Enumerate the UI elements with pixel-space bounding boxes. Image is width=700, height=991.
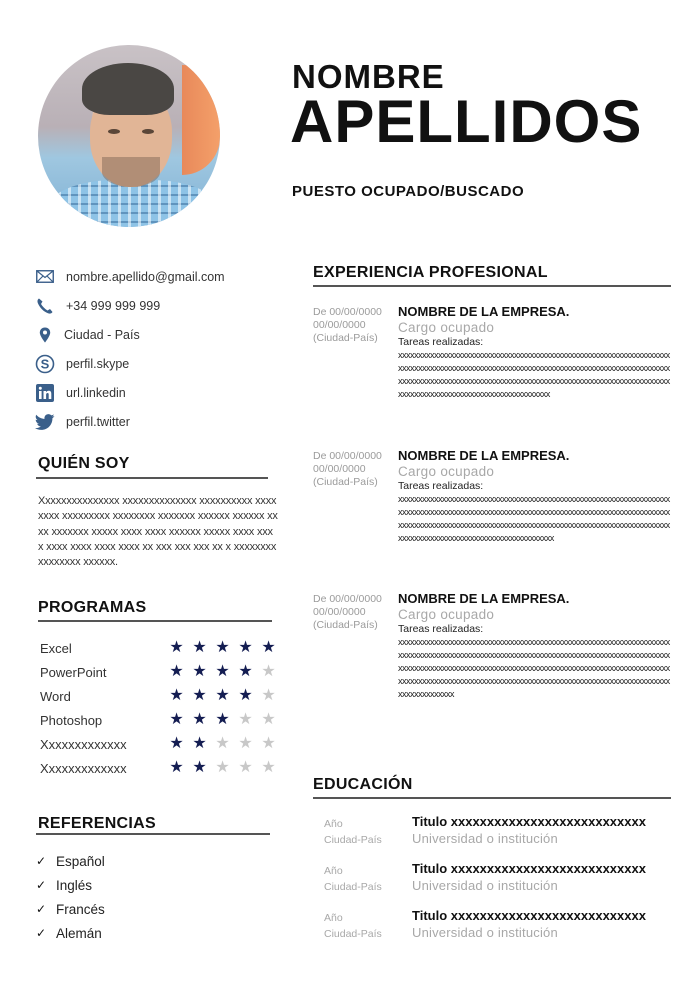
checkmark-icon: ✓ xyxy=(36,926,47,940)
star-filled-icon: ★ xyxy=(261,639,276,656)
star-filled-icon: ★ xyxy=(215,663,230,680)
star-empty-icon: ★ xyxy=(261,663,276,680)
photo-beard xyxy=(102,157,160,187)
photo-eye xyxy=(108,129,120,134)
star-filled-icon: ★ xyxy=(238,639,253,656)
rating-stars xyxy=(168,736,277,752)
date-to: 00/00/0000 xyxy=(313,606,366,618)
star-filled-icon: ★ xyxy=(192,735,207,752)
program-name: Xxxxxxxxxxxxx xyxy=(40,760,127,776)
star-empty-icon: ★ xyxy=(215,735,230,752)
company-name: NOMBRE DE LA EMPRESA. xyxy=(398,448,570,463)
experience-dates xyxy=(313,450,393,489)
star-filled-icon: ★ xyxy=(169,735,184,752)
reference-item xyxy=(36,873,105,897)
checkmark-icon: ✓ xyxy=(36,854,47,868)
references-divider xyxy=(36,833,270,835)
program-row xyxy=(40,684,280,708)
date-from: De 00/00/0000 xyxy=(313,593,382,605)
star-empty-icon: ★ xyxy=(215,759,230,776)
job-role: Cargo ocupado xyxy=(398,464,495,479)
contact-skype[interactable] xyxy=(34,349,284,378)
education-title: EDUCACIÓN xyxy=(313,776,413,793)
tasks-label: Tareas realizadas: xyxy=(398,623,484,635)
education-year: Año xyxy=(324,818,343,830)
company-name: NOMBRE DE LA EMPRESA. xyxy=(398,304,570,319)
education-entry xyxy=(324,816,674,856)
experience-dates xyxy=(313,593,393,632)
reference-item xyxy=(36,897,105,921)
education-year: Año xyxy=(324,865,343,877)
program-name: PowerPoint xyxy=(40,664,107,680)
reference-text: Alemán xyxy=(56,925,102,941)
about-text: Xxxxxxxxxxxxxxx xxxxxxxxxxxxxx xxxxxxxxxx xxxxxxxx xxxxxxxxx xxxxxxxx xxxxxxx xxxxxx xxxxxx xxxx xxxxxxx xxxxx xxxx xxxx xxxxxx xxxxx xxxx xxxx xxxx xxxx xxxx xxxx xx xxx xxx xxx xx x xxxxxxxxxxxxxxxx xxxxxx. xyxy=(38,495,278,569)
rating-stars xyxy=(168,688,277,704)
date-to: 00/00/0000 xyxy=(313,463,366,475)
education-degree: Titulo xxxxxxxxxxxxxxxxxxxxxxxxxxx xyxy=(412,814,646,829)
star-empty-icon: ★ xyxy=(261,711,276,728)
experience-body xyxy=(398,304,673,401)
contact-list xyxy=(34,262,284,436)
job-role: Cargo ocupado xyxy=(398,320,495,335)
tasks-text: xxxxxxxxxxxxxxxxxxxxxxxxxxxxxxxxxxxxxxxxxxxxxxxxxxxxxxxxxxxxxxxxxxxxxxxxxxxxxxxxxxxxxxxxxxxxxxxxxxxxxxxxxxxxxxxxxxxxxxxxxxxxxxxxxxxxxxxxxxxxxxxxxxxxxxxxxxxxxxxxxxxxxxxxxxxxxxxxxxxxxxxxxxxxxxxxxxxxxxxxxxxxxxxxxxxxxxxxxxxxxxxxxxxxxxxxxxxxxxxxxx xyxy=(398,350,670,399)
linkedin-icon xyxy=(34,383,56,403)
education-degree: Titulo xxxxxxxxxxxxxxxxxxxxxxxxxxx xyxy=(412,908,646,923)
photo-hair xyxy=(82,63,174,115)
experience-dates xyxy=(313,306,393,345)
contact-email[interactable] xyxy=(34,262,284,291)
education-divider xyxy=(313,797,671,799)
tasks-text: xxxxxxxxxxxxxxxxxxxxxxxxxxxxxxxxxxxxxxxxxxxxxxxxxxxxxxxxxxxxxxxxxxxxxxxxxxxxxxxxxxxxxxxxxxxxxxxxxxxxxxxxxxxxxxxxxxxxxxxxxxxxxxxxxxxxxxxxxxxxxxxxxxxxxxxxxxxxxxxxxxxxxxxxxxxxxxxxxxxxxxxxxxxxxxxxxxxxxxxxxxxxxxxxxxxxxxxxxxxxxxxxxxxxxxxxxxxxxxxxxxxxxxxxxxxxxxxxxxxxxxxxxxxxxxxxxxxxxxxxxxxxxx xyxy=(398,637,670,699)
contact-phone-text: +34 999 999 999 xyxy=(66,298,161,313)
tasks-label: Tareas realizadas: xyxy=(398,336,484,348)
program-row xyxy=(40,708,280,732)
programs-list xyxy=(40,636,280,780)
experience-location: (Ciudad-País) xyxy=(313,476,378,488)
education-city: Ciudad-País xyxy=(324,881,382,893)
star-empty-icon: ★ xyxy=(261,687,276,704)
program-row xyxy=(40,756,280,780)
star-empty-icon: ★ xyxy=(238,735,253,752)
checkmark-icon: ✓ xyxy=(36,878,47,892)
star-filled-icon: ★ xyxy=(169,759,184,776)
contact-skype-text: perfil.skype xyxy=(66,356,130,371)
star-empty-icon: ★ xyxy=(261,735,276,752)
photo-eye xyxy=(142,129,154,134)
checkmark-icon: ✓ xyxy=(36,902,47,916)
job-role: Cargo ocupado xyxy=(398,607,495,622)
program-row xyxy=(40,732,280,756)
reference-item xyxy=(36,921,105,945)
reference-item xyxy=(36,849,105,873)
star-empty-icon: ★ xyxy=(238,711,253,728)
experience-body xyxy=(398,591,673,701)
reference-text: Español xyxy=(56,853,105,869)
rating-stars xyxy=(168,712,277,728)
first-name: NOMBRE xyxy=(292,58,445,95)
rating-stars xyxy=(168,760,277,776)
references-title: REFERENCIAS xyxy=(38,815,156,832)
star-filled-icon: ★ xyxy=(215,687,230,704)
program-name: Xxxxxxxxxxxxx xyxy=(40,736,127,752)
star-filled-icon: ★ xyxy=(169,687,184,704)
rating-stars xyxy=(168,640,277,656)
education-entry xyxy=(324,910,674,950)
references-list xyxy=(36,849,105,945)
star-empty-icon: ★ xyxy=(238,759,253,776)
contact-twitter[interactable] xyxy=(34,407,284,436)
star-filled-icon: ★ xyxy=(169,639,184,656)
contact-location xyxy=(34,320,284,349)
svg-text:S: S xyxy=(40,356,50,371)
reference-text: Francés xyxy=(56,901,105,917)
education-entry xyxy=(324,863,674,903)
experience-divider xyxy=(313,285,671,287)
star-filled-icon: ★ xyxy=(215,711,230,728)
job-position: PUESTO OCUPADO/BUSCADO xyxy=(292,183,525,200)
location-pin-icon xyxy=(34,325,56,345)
about-divider xyxy=(36,477,268,479)
last-name: APELLIDOS xyxy=(290,88,643,155)
twitter-icon xyxy=(34,412,56,432)
contact-location-text: Ciudad - País xyxy=(64,327,140,342)
program-row xyxy=(40,636,280,660)
date-to: 00/00/0000 xyxy=(313,319,366,331)
contact-twitter-text: perfil.twitter xyxy=(66,414,130,429)
education-institution: Universidad o institución xyxy=(412,878,558,893)
education-institution: Universidad o institución xyxy=(412,925,558,940)
star-filled-icon: ★ xyxy=(192,687,207,704)
star-filled-icon: ★ xyxy=(192,711,207,728)
education-institution: Universidad o institución xyxy=(412,831,558,846)
experience-body xyxy=(398,448,673,545)
contact-linkedin-text: url.linkedin xyxy=(66,385,126,400)
program-name: Word xyxy=(40,688,71,704)
star-filled-icon: ★ xyxy=(238,663,253,680)
skype-icon xyxy=(34,354,56,374)
star-filled-icon: ★ xyxy=(192,663,207,680)
program-row xyxy=(40,660,280,684)
experience-location: (Ciudad-País) xyxy=(313,332,378,344)
star-filled-icon: ★ xyxy=(238,687,253,704)
star-filled-icon: ★ xyxy=(192,639,207,656)
experience-location: (Ciudad-País) xyxy=(313,619,378,631)
tasks-text: xxxxxxxxxxxxxxxxxxxxxxxxxxxxxxxxxxxxxxxxxxxxxxxxxxxxxxxxxxxxxxxxxxxxxxxxxxxxxxxxxxxxxxxxxxxxxxxxxxxxxxxxxxxxxxxxxxxxxxxxxxxxxxxxxxxxxxxxxxxxxxxxxxxxxxxxxxxxxxxxxxxxxxxxxxxxxxxxxxxxxxxxxxxxxxxxxxxxxxxxxxxxxxxxxxxxxxxxxxxxxxxxxxxxxxxxxxxxxxxxxxx xyxy=(398,494,670,543)
profile-photo xyxy=(38,45,220,227)
star-filled-icon: ★ xyxy=(169,663,184,680)
education-year: Año xyxy=(324,912,343,924)
contact-linkedin[interactable] xyxy=(34,378,284,407)
date-from: De 00/00/0000 xyxy=(313,306,382,318)
programs-divider xyxy=(38,620,272,622)
education-degree: Titulo xxxxxxxxxxxxxxxxxxxxxxxxxxx xyxy=(412,861,646,876)
star-filled-icon: ★ xyxy=(192,759,207,776)
education-city: Ciudad-País xyxy=(324,834,382,846)
tasks-label: Tareas realizadas: xyxy=(398,480,484,492)
photo-shirt xyxy=(48,180,218,227)
date-from: De 00/00/0000 xyxy=(313,450,382,462)
star-filled-icon: ★ xyxy=(169,711,184,728)
education-city: Ciudad-País xyxy=(324,928,382,940)
program-name: Photoshop xyxy=(40,712,103,728)
star-filled-icon: ★ xyxy=(215,639,230,656)
photo-background xyxy=(182,65,220,175)
contact-email-text: nombre.apellido@gmail.com xyxy=(66,269,225,284)
experience-title: EXPERIENCIA PROFESIONAL xyxy=(313,264,548,281)
star-empty-icon: ★ xyxy=(261,759,276,776)
mail-icon xyxy=(34,267,56,287)
program-name: Excel xyxy=(40,640,72,656)
phone-icon xyxy=(34,296,56,316)
rating-stars xyxy=(168,664,277,680)
reference-text: Inglés xyxy=(56,877,93,893)
about-title: QUIÉN SOY xyxy=(38,455,130,472)
company-name: NOMBRE DE LA EMPRESA. xyxy=(398,591,570,606)
contact-phone[interactable] xyxy=(34,291,284,320)
programs-title: PROGRAMAS xyxy=(38,599,147,616)
